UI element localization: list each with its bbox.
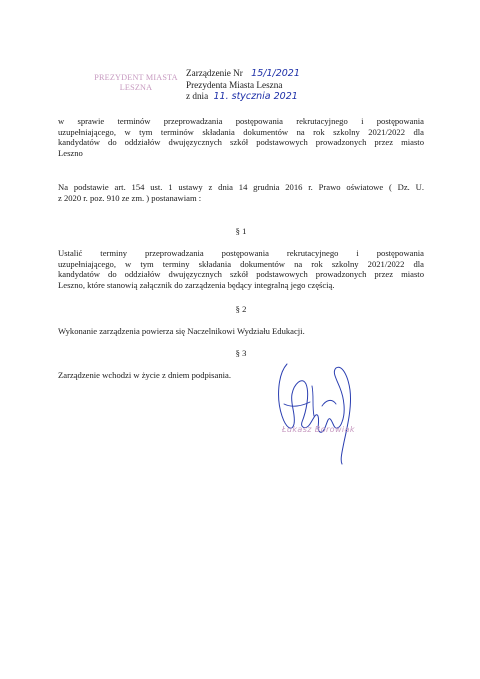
legal-basis-paragraph <box>58 182 424 203</box>
section-2-line: Wykonanie zarządzenia powierza się Naczelnikowi Wydziału Edukacji. <box>58 326 305 336</box>
subject-line: kandydatów do oddziałów dwujęzycznych szkół podstawowych prowadzonych przez miasto <box>58 137 424 148</box>
section-2-heading: § 2 <box>235 304 247 314</box>
mayor-stamp <box>88 73 184 93</box>
date-row <box>186 91 300 103</box>
handwritten-signature <box>262 346 362 466</box>
subject-paragraph <box>58 116 424 158</box>
section-3-heading: § 3 <box>235 348 247 358</box>
signature-stroke <box>279 364 351 464</box>
section-1-line: uzupełniającego, w tym terminy składania dokumentów na rok szkolny 2021/2022 dla <box>58 258 424 269</box>
section-1-line: Leszno, które stanowią załącznik do zarządzenia będący integralną jego częścią. <box>58 279 335 290</box>
stamp-line-1: PREZYDENT MIASTA <box>94 73 178 82</box>
issuer-row <box>186 80 300 92</box>
date-label: z dnia <box>186 91 209 101</box>
ordinance-number-row <box>186 68 300 80</box>
signature-name-stamp: Łukasz Borowiak <box>282 425 355 434</box>
section-3-body <box>58 370 424 381</box>
stamp-line-2: LESZNA <box>119 83 153 92</box>
basis-line: Na podstawie art. 154 ust. 1 ustawy z dnia 14 grudnia 2016 r. Prawo oświatowe ( Dz. U. <box>58 182 424 192</box>
ordinance-number-handwritten: 15/1/2021 <box>251 68 300 79</box>
section-2-body <box>58 326 424 337</box>
basis-line: z 2020 r. poz. 910 ze zm. ) postanawiam : <box>58 192 202 203</box>
issuer-label: Prezydenta Miasta Leszna <box>186 79 283 90</box>
section-3-line: Zarządzenie wchodzi w życie z dniem podpisania. <box>58 370 231 380</box>
section-1-body <box>58 248 424 290</box>
subject-line: uzupełniającego, w tym terminów składania dokumentów na rok szkolny 2021/2022 dla <box>58 126 424 137</box>
date-handwritten: 11. stycznia 2021 <box>213 91 298 102</box>
section-1-line: kandydatów do oddziałów dwujęzycznych szkół podstawowych prowadzonych przez miasto <box>58 269 424 280</box>
subject-line: Leszno <box>58 147 83 158</box>
ordinance-header <box>186 68 300 103</box>
subject-line: w sprawie terminów przeprowadzania postępowania rekrutacyjnego i postępowania <box>58 116 424 126</box>
ordinance-number-label: Zarządzenie Nr <box>186 68 243 78</box>
section-1-line: Ustalić terminy przeprowadzania postępowania rekrutacyjnego i postępowania <box>58 248 424 258</box>
section-1-heading: § 1 <box>235 226 247 236</box>
